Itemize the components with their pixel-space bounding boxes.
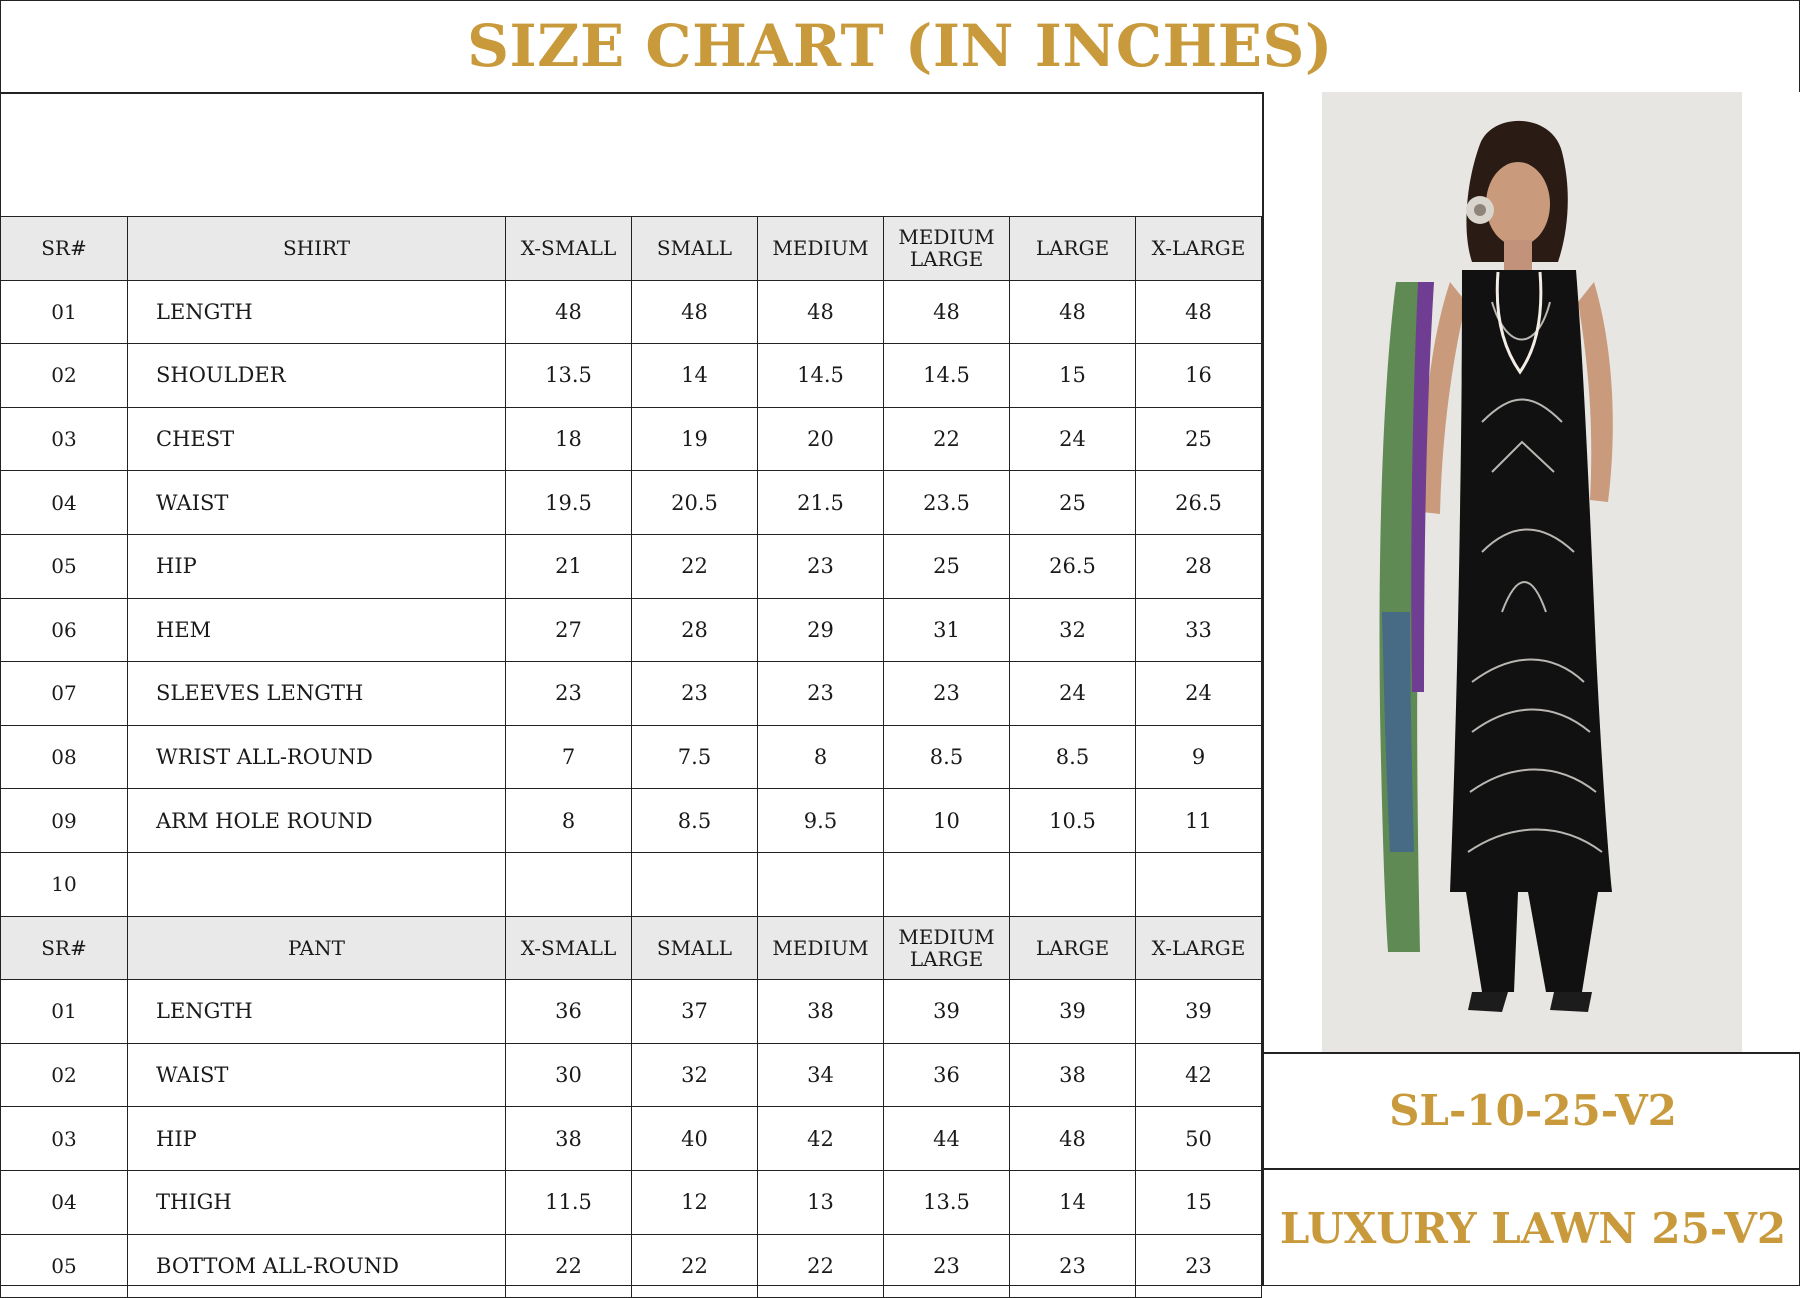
shirt-header-cell: MEDIUM <box>758 217 884 281</box>
size-value: 15 <box>1010 344 1136 408</box>
size-value <box>884 852 1010 916</box>
page-title: SIZE CHART (IN INCHES) <box>467 12 1333 80</box>
size-value: 22 <box>506 1234 632 1298</box>
size-value: 48 <box>758 280 884 344</box>
collection-name: LUXURY LAWN 25-V2 <box>1279 1203 1787 1253</box>
sr-cell: 02 <box>1 1043 128 1107</box>
measurement-label: SLEEVES LENGTH <box>128 662 506 726</box>
measurement-label: WAIST <box>128 471 506 535</box>
size-value: 23 <box>884 1234 1010 1298</box>
measurement-label: HIP <box>128 1107 506 1171</box>
size-value: 24 <box>1010 407 1136 471</box>
blank-header-area <box>0 92 1264 216</box>
size-value: 23 <box>884 662 1010 726</box>
measurement-label: CHEST <box>128 407 506 471</box>
pant-header-cell: X-LARGE <box>1136 916 1262 980</box>
pant-row <box>1 1170 1262 1234</box>
size-value: 37 <box>632 980 758 1044</box>
size-value: 23 <box>758 534 884 598</box>
shirt-row <box>1 471 1262 535</box>
size-value: 15 <box>1136 1170 1262 1234</box>
size-value: 14 <box>632 344 758 408</box>
size-value: 23 <box>1136 1234 1262 1298</box>
pant-header-cell: SMALL <box>632 916 758 980</box>
size-value: 21 <box>506 534 632 598</box>
shirt-row <box>1 344 1262 408</box>
measurement-label: HEM <box>128 598 506 662</box>
size-value: 9 <box>1136 725 1262 789</box>
size-value: 48 <box>1136 280 1262 344</box>
pant-header-row <box>1 916 1262 980</box>
sr-cell: 01 <box>1 280 128 344</box>
sr-cell: 08 <box>1 725 128 789</box>
size-value: 13.5 <box>884 1170 1010 1234</box>
size-value: 20 <box>758 407 884 471</box>
measurement-label: THIGH <box>128 1170 506 1234</box>
size-value: 23 <box>1010 1234 1136 1298</box>
size-value: 22 <box>884 407 1010 471</box>
size-value: 22 <box>758 1234 884 1298</box>
size-value: 40 <box>632 1107 758 1171</box>
sr-cell: 02 <box>1 344 128 408</box>
measurement-label: SHOULDER <box>128 344 506 408</box>
product-photo-cell <box>1262 92 1800 1054</box>
measurement-label: LENGTH <box>128 980 506 1044</box>
pant-header-cell: LARGE <box>1010 916 1136 980</box>
pant-header-cell: MEDIUM LARGE <box>884 916 1010 980</box>
size-value: 8 <box>758 725 884 789</box>
shirt-row <box>1 725 1262 789</box>
shirt-row <box>1 598 1262 662</box>
size-chart-body <box>1 217 1262 1298</box>
size-value: 19 <box>632 407 758 471</box>
measurement-label: BOTTOM ALL-ROUND <box>128 1234 506 1298</box>
size-value: 22 <box>632 1234 758 1298</box>
pant-row <box>1 1234 1262 1298</box>
size-value: 32 <box>632 1043 758 1107</box>
pant-row <box>1 1043 1262 1107</box>
measurement-label: ARM HOLE ROUND <box>128 789 506 853</box>
size-value: 32 <box>1010 598 1136 662</box>
size-value: 14 <box>1010 1170 1136 1234</box>
pant-header-cell: SR# <box>1 916 128 980</box>
size-value: 39 <box>1136 980 1262 1044</box>
size-value: 8.5 <box>1010 725 1136 789</box>
pant-header-cell: PANT <box>128 916 506 980</box>
size-value: 20.5 <box>632 471 758 535</box>
size-value: 7 <box>506 725 632 789</box>
size-value: 31 <box>884 598 1010 662</box>
size-value: 23 <box>758 662 884 726</box>
shirt-row <box>1 852 1262 916</box>
measurement-label: WAIST <box>128 1043 506 1107</box>
shirt-header-cell: LARGE <box>1010 217 1136 281</box>
sr-cell: 06 <box>1 598 128 662</box>
size-value: 9.5 <box>758 789 884 853</box>
measurement-label: WRIST ALL-ROUND <box>128 725 506 789</box>
sr-cell: 04 <box>1 1170 128 1234</box>
pant-header-cell: X-SMALL <box>506 916 632 980</box>
size-value: 11 <box>1136 789 1262 853</box>
measurement-label: LENGTH <box>128 280 506 344</box>
size-value: 48 <box>1010 1107 1136 1171</box>
collection-name-cell <box>1262 1170 1800 1286</box>
product-code: SL-10-25-V2 <box>1389 1085 1677 1135</box>
size-value: 29 <box>758 598 884 662</box>
size-value: 48 <box>1010 280 1136 344</box>
size-value: 34 <box>758 1043 884 1107</box>
size-value: 19.5 <box>506 471 632 535</box>
model-illustration <box>1322 92 1742 1052</box>
size-value: 14.5 <box>758 344 884 408</box>
size-value: 23.5 <box>884 471 1010 535</box>
size-value: 25 <box>1136 407 1262 471</box>
size-value: 36 <box>884 1043 1010 1107</box>
shirt-header-row <box>1 217 1262 281</box>
sr-cell: 04 <box>1 471 128 535</box>
shirt-row <box>1 789 1262 853</box>
size-value: 44 <box>884 1107 1010 1171</box>
size-value: 38 <box>506 1107 632 1171</box>
size-value: 38 <box>758 980 884 1044</box>
size-value: 50 <box>1136 1107 1262 1171</box>
size-value: 36 <box>506 980 632 1044</box>
measurement-label <box>128 852 506 916</box>
size-value: 25 <box>1010 471 1136 535</box>
size-value: 7.5 <box>632 725 758 789</box>
size-chart-table <box>0 216 1262 1298</box>
size-value: 13.5 <box>506 344 632 408</box>
size-value: 33 <box>1136 598 1262 662</box>
size-value: 14.5 <box>884 344 1010 408</box>
size-value: 8.5 <box>632 789 758 853</box>
size-value: 28 <box>632 598 758 662</box>
size-value: 38 <box>1010 1043 1136 1107</box>
model-photo <box>1322 92 1742 1052</box>
size-value: 42 <box>758 1107 884 1171</box>
shirt-header-cell: SR# <box>1 217 128 281</box>
size-value: 21.5 <box>758 471 884 535</box>
size-value: 18 <box>506 407 632 471</box>
shirt-header-cell: SMALL <box>632 217 758 281</box>
pant-row <box>1 980 1262 1044</box>
size-value: 26.5 <box>1010 534 1136 598</box>
sr-cell: 05 <box>1 1234 128 1298</box>
shirt-row <box>1 662 1262 726</box>
size-value: 8 <box>506 789 632 853</box>
size-value: 42 <box>1136 1043 1262 1107</box>
size-value <box>506 852 632 916</box>
size-value: 27 <box>506 598 632 662</box>
size-value: 24 <box>1136 662 1262 726</box>
sr-cell: 10 <box>1 852 128 916</box>
size-value: 12 <box>632 1170 758 1234</box>
shirt-row <box>1 407 1262 471</box>
sr-cell: 03 <box>1 1107 128 1171</box>
shirt-header-cell: SHIRT <box>128 217 506 281</box>
sr-cell: 05 <box>1 534 128 598</box>
product-code-cell <box>1262 1052 1800 1170</box>
size-value: 39 <box>884 980 1010 1044</box>
measurement-label: HIP <box>128 534 506 598</box>
pant-header-cell: MEDIUM <box>758 916 884 980</box>
size-value: 39 <box>1010 980 1136 1044</box>
size-value: 26.5 <box>1136 471 1262 535</box>
size-value: 23 <box>506 662 632 726</box>
size-value: 16 <box>1136 344 1262 408</box>
size-value: 8.5 <box>884 725 1010 789</box>
shirt-row <box>1 280 1262 344</box>
size-value: 24 <box>1010 662 1136 726</box>
sr-cell: 01 <box>1 980 128 1044</box>
sr-cell: 09 <box>1 789 128 853</box>
size-value: 10.5 <box>1010 789 1136 853</box>
size-value: 48 <box>506 280 632 344</box>
size-value <box>758 852 884 916</box>
size-value: 30 <box>506 1043 632 1107</box>
shirt-header-cell: X-LARGE <box>1136 217 1262 281</box>
size-value: 48 <box>632 280 758 344</box>
size-value: 28 <box>1136 534 1262 598</box>
size-value: 10 <box>884 789 1010 853</box>
size-value: 25 <box>884 534 1010 598</box>
size-value: 22 <box>632 534 758 598</box>
shirt-header-cell: X-SMALL <box>506 217 632 281</box>
sr-cell: 07 <box>1 662 128 726</box>
size-value: 23 <box>632 662 758 726</box>
pant-row <box>1 1107 1262 1171</box>
size-value <box>1136 852 1262 916</box>
shirt-row <box>1 534 1262 598</box>
sr-cell: 03 <box>1 407 128 471</box>
size-value <box>632 852 758 916</box>
size-value: 11.5 <box>506 1170 632 1234</box>
shirt-header-cell: MEDIUM LARGE <box>884 217 1010 281</box>
title-bar <box>0 0 1800 94</box>
size-value: 48 <box>884 280 1010 344</box>
size-value <box>1010 852 1136 916</box>
size-value: 13 <box>758 1170 884 1234</box>
